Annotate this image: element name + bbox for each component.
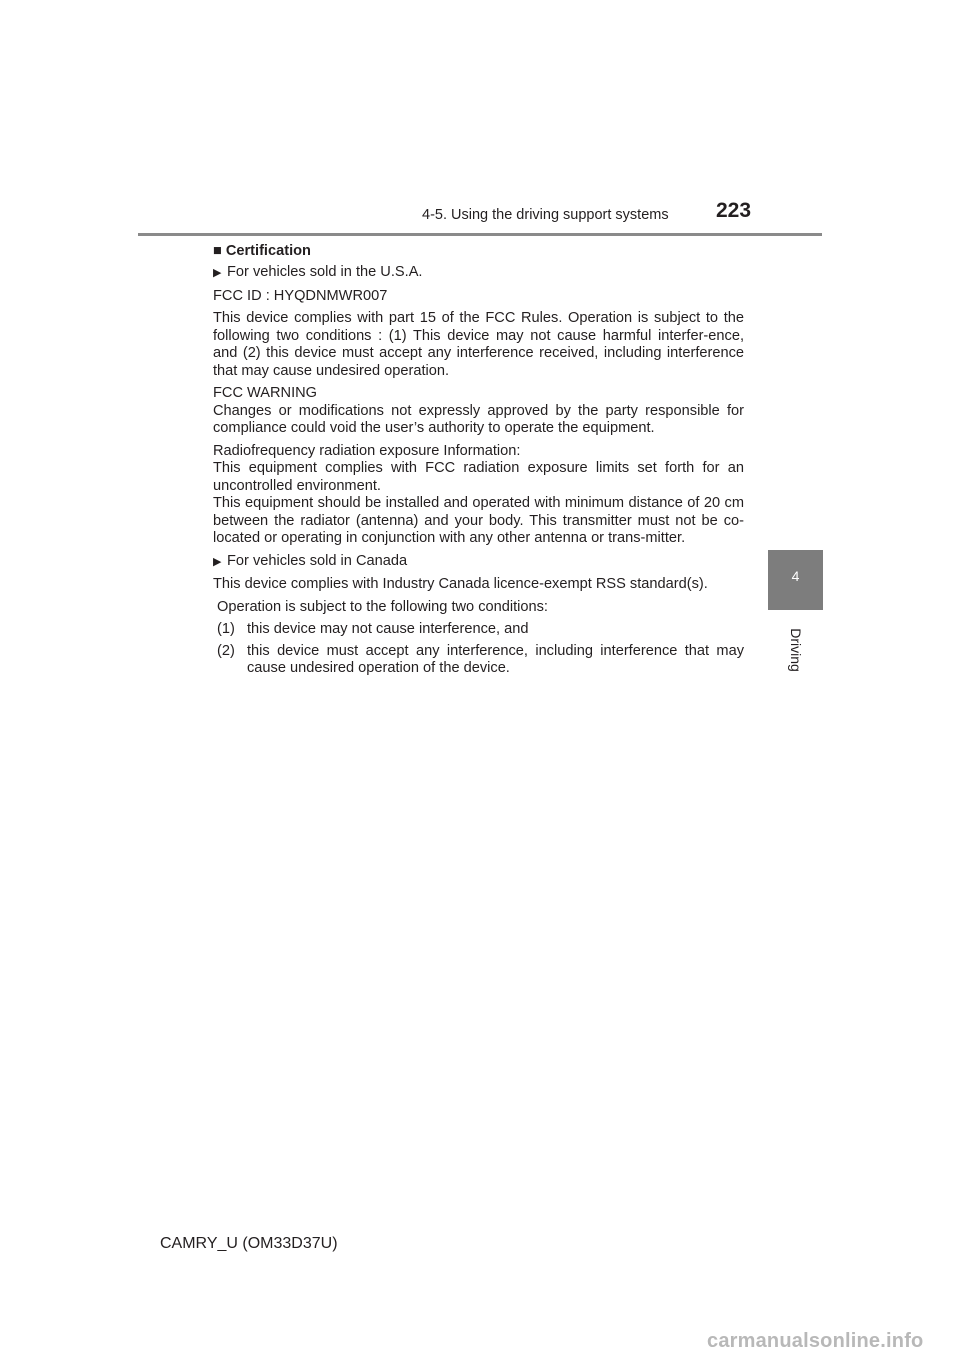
rf-exposure-text-2: This equipment should be installed and operated with minimum distance of 20 cm between the radiator (antenna) and your body. This transmitter must not be co-located or operating in conjunction with any other antenna or trans-mitter. — [213, 495, 744, 546]
canada-compliance-text: This device complies with Industry Canada licence-exempt RSS standard(s). — [213, 576, 708, 592]
page-number: 223 — [716, 199, 752, 222]
chapter-tab — [768, 550, 823, 610]
section-heading — [213, 243, 311, 259]
canada-conditions-intro: Operation is subject to the following two conditions: — [217, 598, 548, 615]
condition-number: (1) — [217, 621, 235, 637]
fcc-warning-text: Changes or modifications not expressly approved by the party responsible for compliance could void the user’s authority to operate the equipment. — [213, 402, 744, 436]
square-bullet-icon: ■ — [213, 243, 222, 259]
canada-bullet-text: For vehicles sold in Canada — [227, 552, 408, 569]
certification-body — [213, 264, 744, 682]
header-divider — [138, 233, 822, 236]
triangle-right-icon: ▶ — [213, 555, 222, 568]
condition-item — [213, 643, 744, 678]
running-header: 4-5. Using the driving support systems — [422, 207, 669, 223]
rf-exposure-block — [213, 443, 744, 548]
condition-item — [213, 621, 744, 639]
rf-exposure-title: Radiofrequency radiation exposure Information: — [213, 442, 521, 459]
usa-bullet — [213, 264, 744, 283]
condition-text: this device must accept any interference, including interference that may cause undesired operation of the device. — [247, 642, 744, 676]
fcc-warning-block — [213, 385, 744, 438]
canada-bullet — [213, 553, 744, 572]
fcc-compliance-paragraph: This device complies with part 15 of the FCC Rules. Operation is subject to the following two conditions : (1) This device may not cause harmful interfer-ence, and (2) this device must accept any interference received, including interference that may cause undesired operation. — [213, 310, 744, 379]
usa-bullet-text: For vehicles sold in the U.S.A. — [227, 264, 423, 280]
condition-text: this device may not cause interference, and — [247, 621, 529, 637]
fcc-warning-title: FCC WARNING — [213, 385, 318, 401]
chapter-number: 4 — [791, 568, 800, 584]
chapter-label — [786, 620, 806, 680]
condition-number: (2) — [217, 642, 235, 659]
chapter-label-text: Driving — [788, 628, 804, 672]
manual-code: CAMRY_U (OM33D37U) — [160, 1235, 338, 1252]
rf-exposure-text-1: This equipment complies with FCC radiation exposure limits set forth for an uncontrolled environment. — [213, 460, 744, 494]
section-heading-text: Certification — [225, 243, 311, 259]
triangle-right-icon: ▶ — [213, 267, 222, 279]
fcc-id: FCC ID : HYQDNMWR007 — [213, 287, 388, 304]
watermark: carmanualsonline.info — [707, 1330, 924, 1352]
